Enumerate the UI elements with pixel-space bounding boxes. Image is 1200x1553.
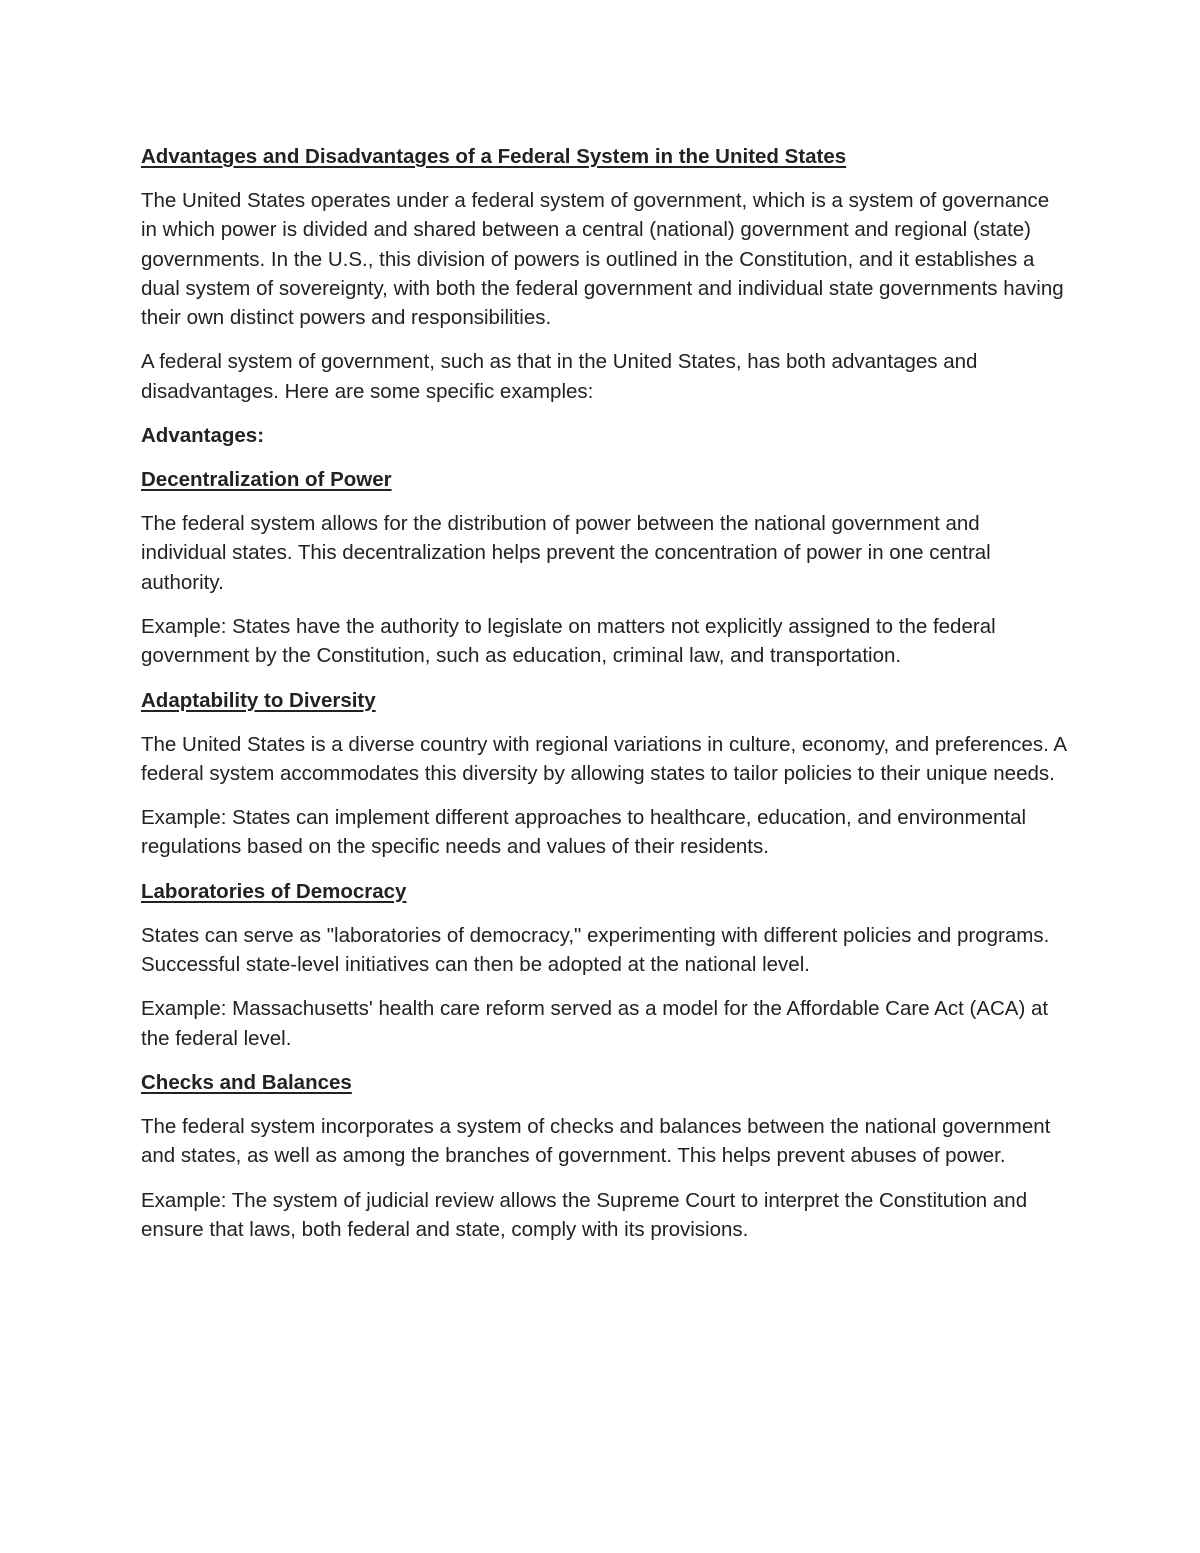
section-body: The federal system allows for the distribution of power between the national government and individual states. This decentralization helps prevent the concentration of power in one central authority. bbox=[141, 512, 991, 594]
document-title: Advantages and Disadvantages of a Federal System in the United States bbox=[141, 145, 847, 168]
section-checks-balances bbox=[141, 1068, 1066, 1244]
section-heading: Decentralization of Power bbox=[141, 468, 392, 492]
section-example: Example: States have the authority to legislate on matters not explicitly assigned to the federal government by the Constitution, such as education, criminal law, and transportation. bbox=[141, 614, 996, 668]
advantages-label: Advantages: bbox=[141, 424, 265, 448]
section-laboratories bbox=[141, 877, 1066, 1053]
intro-paragraph: A federal system of government, such as that in the United States, has both advantages and disadvantages. Here are some specific examples: bbox=[141, 350, 978, 403]
section-body: States can serve as "laboratories of democracy," experimenting with different policies and programs. Successful state-level initiatives can then be adopted at the national level. bbox=[141, 923, 1050, 977]
section-body: The federal system incorporates a system of checks and balances between the national government and states, as well as among the branches of government. This helps prevent abuses of power. bbox=[141, 1114, 1051, 1168]
section-example: Example: Massachusetts' health care reform served as a model for the Affordable Care Act (ACA) at the federal level. bbox=[141, 997, 1049, 1050]
section-heading: Laboratories of Democracy bbox=[141, 879, 407, 903]
section-body: The United States is a diverse country with regional variations in culture, economy, and preferences. A federal system accommodates this diversity by allowing states to tailor policies to their unique needs. bbox=[141, 732, 1066, 785]
section-example: Example: The system of judicial review allows the Supreme Court to interpret the Constitution and ensure that laws, both federal and state, comply with its provisions. bbox=[141, 1188, 1028, 1241]
section-heading: Checks and Balances bbox=[141, 1070, 352, 1094]
section-heading: Adaptability to Diversity bbox=[141, 688, 376, 712]
intro-paragraph: The United States operates under a federal system of government, which is a system of governance in which power is divided and shared between a central (national) government and regional (state) governments. In the U.S., this division of powers is outlined in the Constitution, and it establishes a dual system of sovereignty, with both the federal government and individual state governments having their own distinct powers and responsibilities. bbox=[141, 189, 1064, 330]
document-page bbox=[141, 142, 1066, 1259]
section-adaptability bbox=[141, 686, 1066, 862]
section-decentralization bbox=[141, 465, 1066, 670]
section-example: Example: States can implement different approaches to healthcare, education, and environmental regulations based on the specific needs and values of their residents. bbox=[141, 806, 1027, 859]
